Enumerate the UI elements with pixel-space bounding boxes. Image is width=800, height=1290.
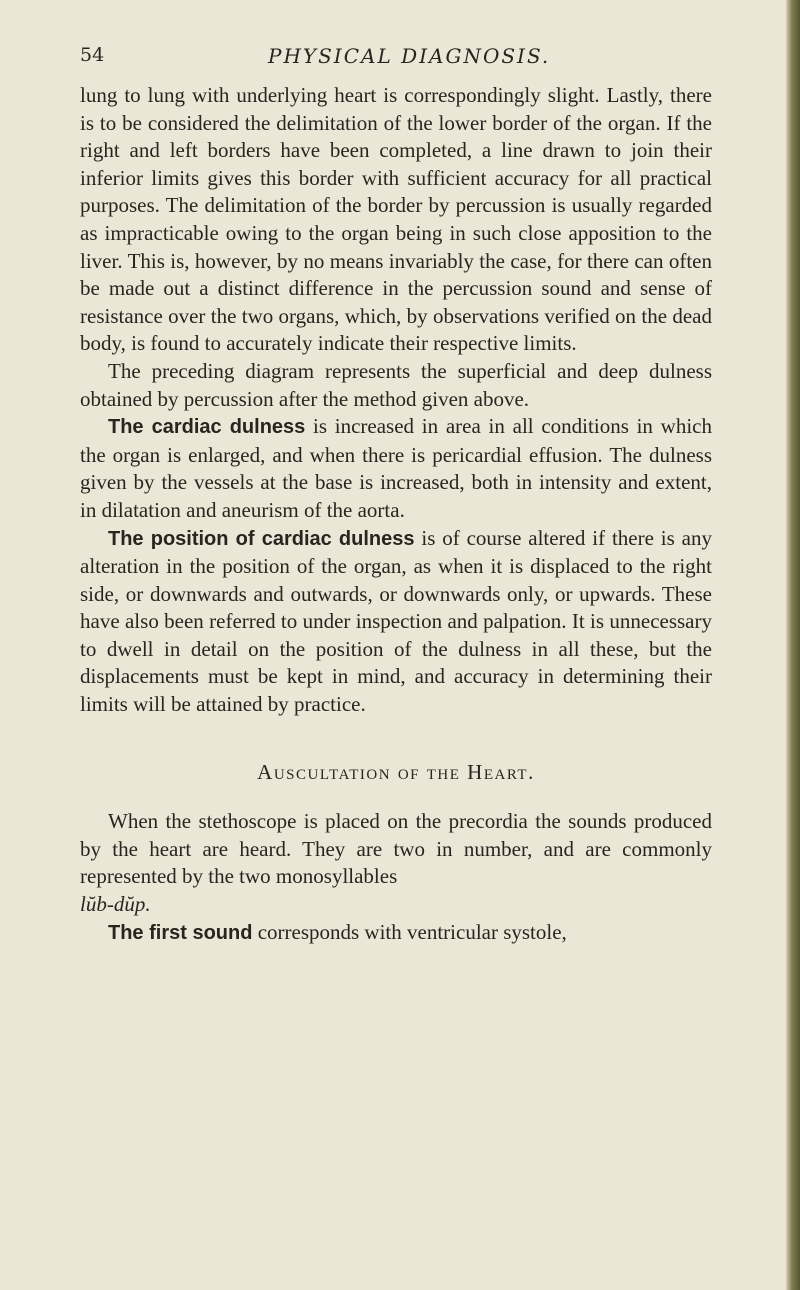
monosyllables-term: lŭb-dŭp. bbox=[80, 892, 151, 917]
body-text bbox=[80, 82, 712, 947]
paragraph-position-dulness bbox=[80, 525, 712, 719]
page-header bbox=[80, 44, 710, 76]
section-heading: Auscultation of the Heart. bbox=[257, 759, 535, 784]
running-head: PHYSICAL DIAGNOSIS. bbox=[268, 44, 551, 68]
paragraph-first-sound bbox=[80, 919, 712, 948]
paragraph-text: is increased in area in all conditions in which the organ is enlarged, and when there is pericardial effusion. The dulness given by the vessels at the base is increased, both in intensity and extent, in dilatation and aneurism of the aorta. bbox=[80, 414, 712, 522]
paragraph-lead-cardiac-dulness: The cardiac dulness bbox=[108, 416, 306, 439]
page-edge bbox=[786, 0, 800, 1290]
page-number: 54 bbox=[80, 44, 105, 66]
paragraph-lower-border: lung to lung with underlying heart is correspondingly slight. Lastly, there is to be considered the delimitation of the lower border of the organ. If the right and left borders have been completed, a line drawn to join their inferior limits gives this border with sufficient accuracy for all practical purposes. The delimitation of the border by percussion is usually regarded as impracticable owing to the organ being in such close apposition to the liver. This is, however, by no means invariably the case, for there can often be made out a distinct difference in the percussion sound and sense of resistance over the two organs, which, by observations verified on the dead body, is found to accurately indicate their respective limits. bbox=[80, 83, 712, 356]
paragraph-lead-first-sound: The first sound bbox=[108, 921, 253, 944]
paragraph-cardiac-dulness bbox=[80, 413, 712, 524]
paragraph-text: is of course altered if there is any alteration in the position of the organ, as when it is displaced to the right side, or downwards and outwards, or downwards only, or upwards. These have also been referred to under inspection and palpation. It is unnecessary to dwell in detail on the position of the dulness in all these, but the displacements must be kept in mind, and accuracy in determining their limits will be attained by practice. bbox=[80, 525, 712, 717]
paragraph-stethoscope: When the stethoscope is placed on the precordia the sounds produced by the heart are heard. They are two in number, and are commonly represented by the two monosyllables bbox=[80, 809, 712, 889]
paragraph-text: corresponds with ventricular systole, bbox=[252, 919, 567, 944]
paragraph-preceding-diagram: The preceding diagram represents the superficial and deep dulness obtained by percussion after the method given above. bbox=[80, 358, 712, 411]
paragraph-lead-position: The position of cardiac dulness bbox=[108, 527, 415, 550]
